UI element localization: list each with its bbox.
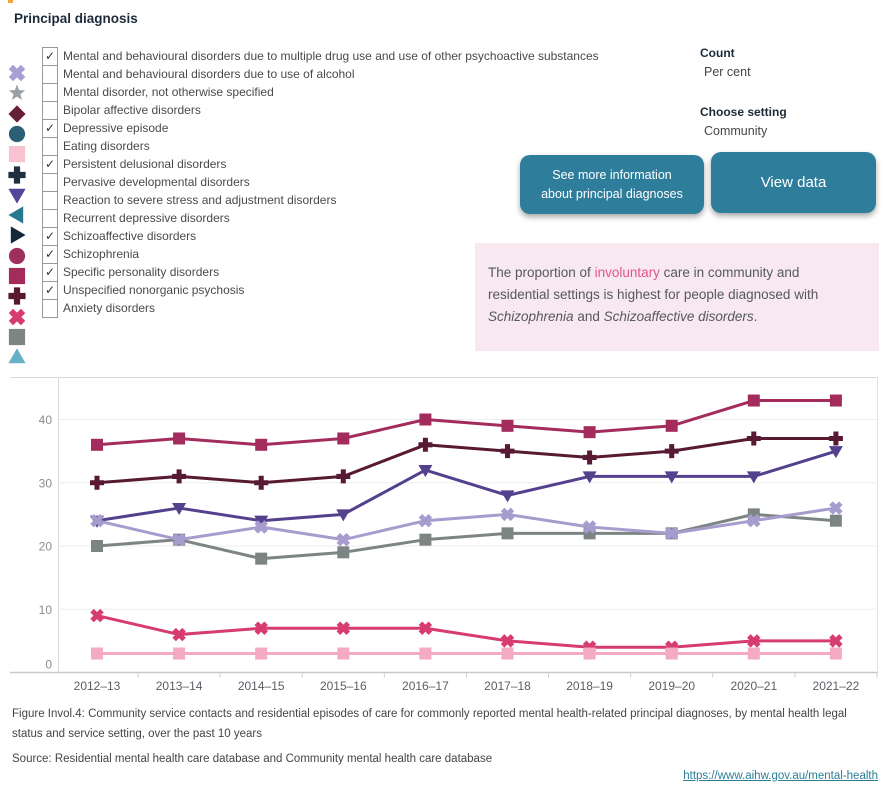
x-axis-tick-label: 2017–18	[484, 679, 531, 693]
external-link[interactable]: https://www.aihw.gov.au/mental-health	[683, 770, 878, 782]
diagnosis-checkbox[interactable]: ✓	[42, 281, 58, 300]
diagnosis-label[interactable]: Anxiety disorders	[63, 301, 156, 315]
x-axis-tick-label: 2018–19	[566, 679, 613, 693]
line-chart[interactable]	[0, 377, 890, 700]
diagnosis-label[interactable]: Eating disorders	[63, 139, 150, 153]
figure-caption: Figure Invol.4: Community service contacts and residential episodes of care for commonly reported mental health-related principal diagnoses, by mental health legal status and service setting, over the past 10 years	[12, 708, 847, 741]
count-label: Count	[700, 46, 735, 60]
diagnosis-checkbox[interactable]	[42, 173, 58, 192]
x-axis-tick-label: 2012–13	[73, 679, 121, 693]
diagnosis-label[interactable]: Schizophrenia	[63, 247, 140, 261]
x-icon	[8, 308, 26, 326]
diagnosis-checkbox[interactable]: ✓	[42, 155, 58, 174]
see-more-information-line1: See more information	[552, 168, 672, 183]
diagnosis-checkbox[interactable]: ✓	[42, 263, 58, 282]
diagnosis-label[interactable]: Reaction to severe stress and adjustment disorders	[63, 193, 337, 207]
infobox-text: The proportion of	[488, 265, 595, 280]
infobox-italic-schizoaffective: Schizoaffective disorders	[603, 308, 754, 324]
circle-icon	[8, 247, 26, 265]
square-icon	[8, 328, 26, 346]
infobox-text: care in community and residential settings is highest for people diagnosed with	[488, 265, 819, 302]
count-value-select[interactable]: Per cent	[704, 65, 751, 79]
triangle-up-icon	[8, 348, 26, 366]
view-data-label: View data	[760, 174, 827, 191]
triangle-right-icon	[8, 226, 26, 244]
plus-icon	[8, 287, 26, 305]
series-mental-and-behavioural-disorders-due-to-[interactable]	[87, 498, 846, 549]
diagnosis-label[interactable]: Mental disorder, not otherwise specified	[63, 85, 274, 99]
triangle-left-icon	[8, 206, 26, 224]
series-depressive-episode[interactable]	[91, 648, 842, 660]
diagnosis-checkbox[interactable]: ✓	[42, 119, 58, 138]
view-data-button[interactable]	[711, 152, 876, 213]
diagnosis-checkbox[interactable]	[42, 101, 58, 120]
diagnosis-checkbox[interactable]	[42, 83, 58, 102]
diagnosis-checkbox-column	[42, 47, 58, 318]
diagnosis-checkbox[interactable]: ✓	[42, 245, 58, 264]
diagnosis-checkbox[interactable]	[42, 137, 58, 156]
square-icon	[8, 267, 26, 285]
infobox-italic-schizophrenia: Schizophrenia	[488, 308, 574, 324]
diagnosis-checkbox[interactable]	[42, 299, 58, 318]
see-more-information-line2: about principal diagnoses	[541, 186, 683, 201]
triangle-down-icon	[8, 186, 26, 204]
choose-setting-label: Choose setting	[700, 105, 787, 119]
infobox-text: and	[573, 308, 604, 324]
circle-icon	[8, 125, 26, 143]
diagnosis-label[interactable]: Depressive episode	[63, 121, 169, 135]
star-icon	[8, 84, 26, 102]
infobox-highlight: involuntary	[594, 265, 660, 280]
setting-value-select[interactable]: Community	[704, 124, 768, 138]
diagnosis-label[interactable]: Persistent delusional disorders	[63, 157, 227, 171]
x-axis-tick-label: 2020–21	[730, 679, 778, 693]
y-axis-tick-label: 10	[38, 602, 52, 617]
x-axis-tick-label: 2016–17	[402, 679, 449, 693]
figure-source: Source: Residential mental health care database and Community mental health care database	[12, 753, 493, 765]
diagnosis-label[interactable]: Unspecified nonorganic psychosis	[63, 283, 245, 297]
diagnosis-checkbox[interactable]	[42, 191, 58, 210]
page-title: Principal diagnosis	[14, 11, 138, 26]
diagnosis-label[interactable]: Mental and behavioural disorders due to multiple drug use and use of other psychoactive substances	[63, 49, 599, 63]
diagnosis-label[interactable]: Schizoaffective disorders	[63, 229, 197, 243]
x-axis-tick-label: 2014–15	[237, 679, 285, 693]
square-icon	[8, 145, 26, 163]
diagnosis-checkbox[interactable]: ✓	[42, 47, 58, 66]
y-axis-tick-label: 20	[38, 539, 52, 554]
plus-icon	[8, 166, 26, 184]
y-axis-tick-label: 0	[45, 657, 52, 672]
series-specific-personality-disorders[interactable]	[87, 606, 846, 657]
diagnosis-label[interactable]: Pervasive developmental disorders	[63, 175, 250, 189]
setting-control	[700, 105, 787, 138]
diagnosis-label[interactable]: Mental and behavioural disorders due to use of alcohol	[63, 67, 355, 81]
diagnosis-label[interactable]: Bipolar affective disorders	[63, 103, 201, 117]
series-persistent-delusional-disorders[interactable]	[90, 446, 843, 528]
diagnosis-checkbox[interactable]: ✓	[42, 227, 58, 246]
diagnosis-label[interactable]: Specific personality disorders	[63, 265, 220, 279]
diagnosis-checkbox[interactable]	[42, 65, 58, 84]
count-control	[700, 46, 751, 79]
highlight-infobox	[475, 243, 879, 351]
x-icon	[8, 64, 26, 82]
y-axis-tick-label: 40	[38, 413, 52, 427]
see-more-information-button[interactable]	[520, 155, 704, 214]
x-axis-tick-label: 2021–22	[812, 679, 860, 693]
x-axis-tick-label: 2019–20	[648, 679, 696, 693]
diagnosis-label[interactable]: Recurrent depressive disorders	[63, 211, 230, 225]
partial-cutoff-icon	[8, 0, 13, 3]
diagnosis-checkbox[interactable]	[42, 209, 58, 228]
x-axis-tick-label: 2013–14	[155, 679, 203, 693]
infobox-text: .	[753, 308, 758, 324]
diamond-icon	[8, 105, 26, 123]
y-axis-tick-label: 30	[38, 476, 52, 491]
x-axis-tick-label: 2015–16	[319, 679, 367, 693]
